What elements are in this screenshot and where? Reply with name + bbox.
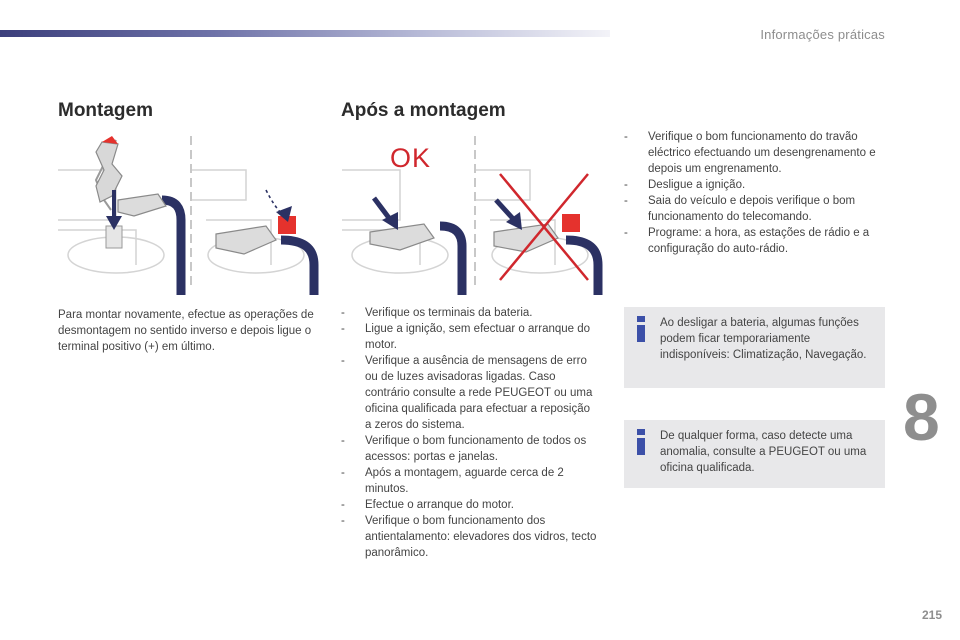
info-text: De qualquer forma, caso detecte uma anomalia, consulte a PEUGEOT ou uma oficina qualificada. (660, 430, 867, 474)
heading-apos-montagem: Após a montagem (341, 100, 506, 121)
info-box-battery (624, 307, 885, 388)
list-item: - Verifique a ausência de mensagens de erro ou de luzes avisadoras ligadas. Caso contrário consulte a rede PEUGEOT ou uma oficina qualificada para efectuar a reposição a zeros do sistema. (341, 353, 597, 433)
info-box-anomaly (624, 420, 885, 488)
illustration-apos-montagem (340, 130, 606, 295)
section-title: Informações práticas (760, 27, 885, 42)
list-item: - Verifique os terminais da bateria. (341, 305, 597, 321)
ok-label: OK (390, 143, 432, 173)
info-icon (636, 316, 646, 342)
list-item: - Efectue o arranque do motor. (341, 497, 597, 513)
montagem-paragraph: Para montar novamente, efectue as operações de desmontagem no sentido inverso e depois ligue o terminal positivo (+) em último. (58, 309, 314, 353)
illustration-montagem (56, 130, 322, 295)
list-item: - Programe: a hora, as estações de rádio e a configuração do auto-rádio. (624, 225, 886, 257)
list-item: - Verifique o bom funcionamento dos antientalamento: elevadores dos vidros, tecto panorâmico. (341, 513, 597, 561)
info-icon (636, 429, 646, 455)
list-item: - Ligue a ignição, sem efectuar o arranque do motor. (341, 321, 597, 353)
final-checks-list (624, 129, 886, 257)
after-assembly-checklist (341, 305, 597, 561)
list-item: - Verifique o bom funcionamento de todos os acessos: portas e janelas. (341, 433, 597, 465)
heading-montagem: Montagem (58, 100, 153, 121)
list-item: - Desligue a ignição. (624, 177, 886, 193)
list-item: - Verifique o bom funcionamento do travão eléctrico efectuando um desengrenamento e depois um engrenamento. (624, 129, 886, 177)
list-item: - Saia do veículo e depois verifique o bom funcionamento do telecomando. (624, 193, 886, 225)
header-gradient-bar (0, 30, 610, 37)
page-number: 215 (921, 608, 942, 622)
chapter-number: 8 (903, 380, 940, 454)
info-text: Ao desligar a bateria, algumas funções podem ficar temporariamente indisponíveis: Climatização, Navegação. (660, 317, 867, 361)
list-item: - Após a montagem, aguarde cerca de 2 minutos. (341, 465, 597, 497)
